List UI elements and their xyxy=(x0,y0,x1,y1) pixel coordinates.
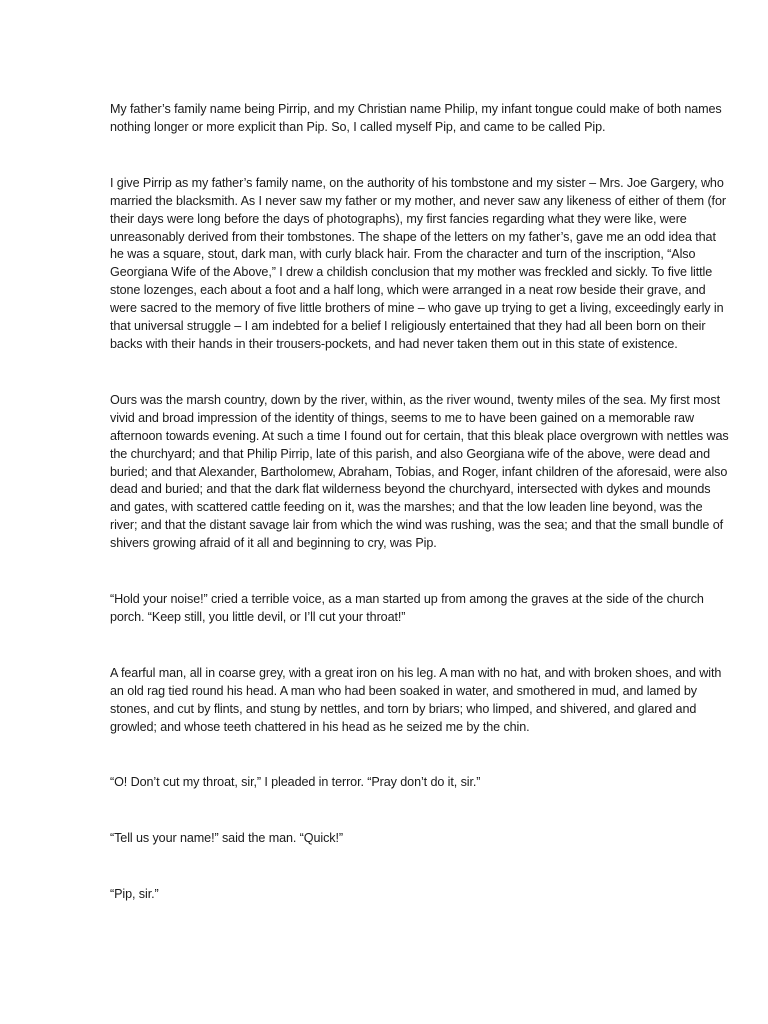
paragraph-3: Ours was the marsh country, down by the river, within, as the river wound, twenty miles of the sea. My first most vivid and broad impression of the identity of things, seems to me to have been gained on a memorable raw afternoon towards evening. At such a time I found out for certain, that this bleak place overgrown with nettles was the churchyard; and that Philip Pirrip, late of this parish, and also Georgiana wife of the above, were dead and buried; and that Alexander, Bartholomew, Abraham, Tobias, and Roger, infant children of the aforesaid, were also dead and buried; and that the dark flat wilderness beyond the churchyard, intersected with dykes and mounds and gates, with scattered cattle feeding on it, was the marshes; and that the low leaden line beyond, was the river; and that the distant savage lair from which the wind was rushing, was the sea; and that the small bundle of shivers growing afraid of it all and beginning to cry, was Pip. xyxy=(110,392,729,551)
paragraph-2: I give Pirrip as my father’s family name, on the authority of his tombstone and my sister – Mrs. Joe Gargery, who married the blacksmith. As I never saw my father or my mother, and never saw any likeness of either of them (for their days were long before the days of photographs), my first fancies regarding what they were like, were unreasonably derived from their tombstones. The shape of the letters on my father’s, gave me an odd idea that he was a square, stout, dark man, with curly black hair. From the character and turn of the inscription, “Also Georgiana Wife of the Above,” I drew a childish conclusion that my mother was freckled and sickly. To five little stone lozenges, each about a foot and a half long, which were arranged in a neat row beside their grave, and were sacred to the memory of five little brothers of mine – who gave up trying to get a living, exceedingly early in that universal struggle – I am indebted for a belief I religiously entertained that they had all been born on their backs with their hands in their trousers-pockets, and had never taken them out in this state of existence. xyxy=(110,175,726,351)
paragraph-5: A fearful man, all in coarse grey, with a great iron on his leg. A man with no hat, and with broken shoes, and with an old rag tied round his head. A man who had been soaked in water, and smothered in mud, and lamed by stones, and cut by flints, and stung by nettles, and torn by briars; who limped, and shivered, and glared and growled; and whose teeth chattered in his head as he seized me by the chin. xyxy=(110,665,722,734)
paragraph-1: My father’s family name being Pirrip, and my Christian name Philip, my infant tongue could make of both names nothing longer or more explicit than Pip. So, I called myself Pip, and came to be called Pip. xyxy=(110,102,722,134)
paragraph-7: “Tell us your name!” said the man. “Quick!” xyxy=(110,831,343,846)
document-page xyxy=(110,101,730,904)
paragraph-4: “Hold your noise!” cried a terrible voice, as a man started up from among the graves at the side of the church porch. “Keep still, you little devil, or I’ll cut your throat!” xyxy=(110,592,704,624)
paragraph-8: “Pip, sir.” xyxy=(110,887,159,902)
paragraph-6: “O! Don’t cut my throat, sir,” I pleaded in terror. “Pray don’t do it, sir.” xyxy=(110,775,481,790)
